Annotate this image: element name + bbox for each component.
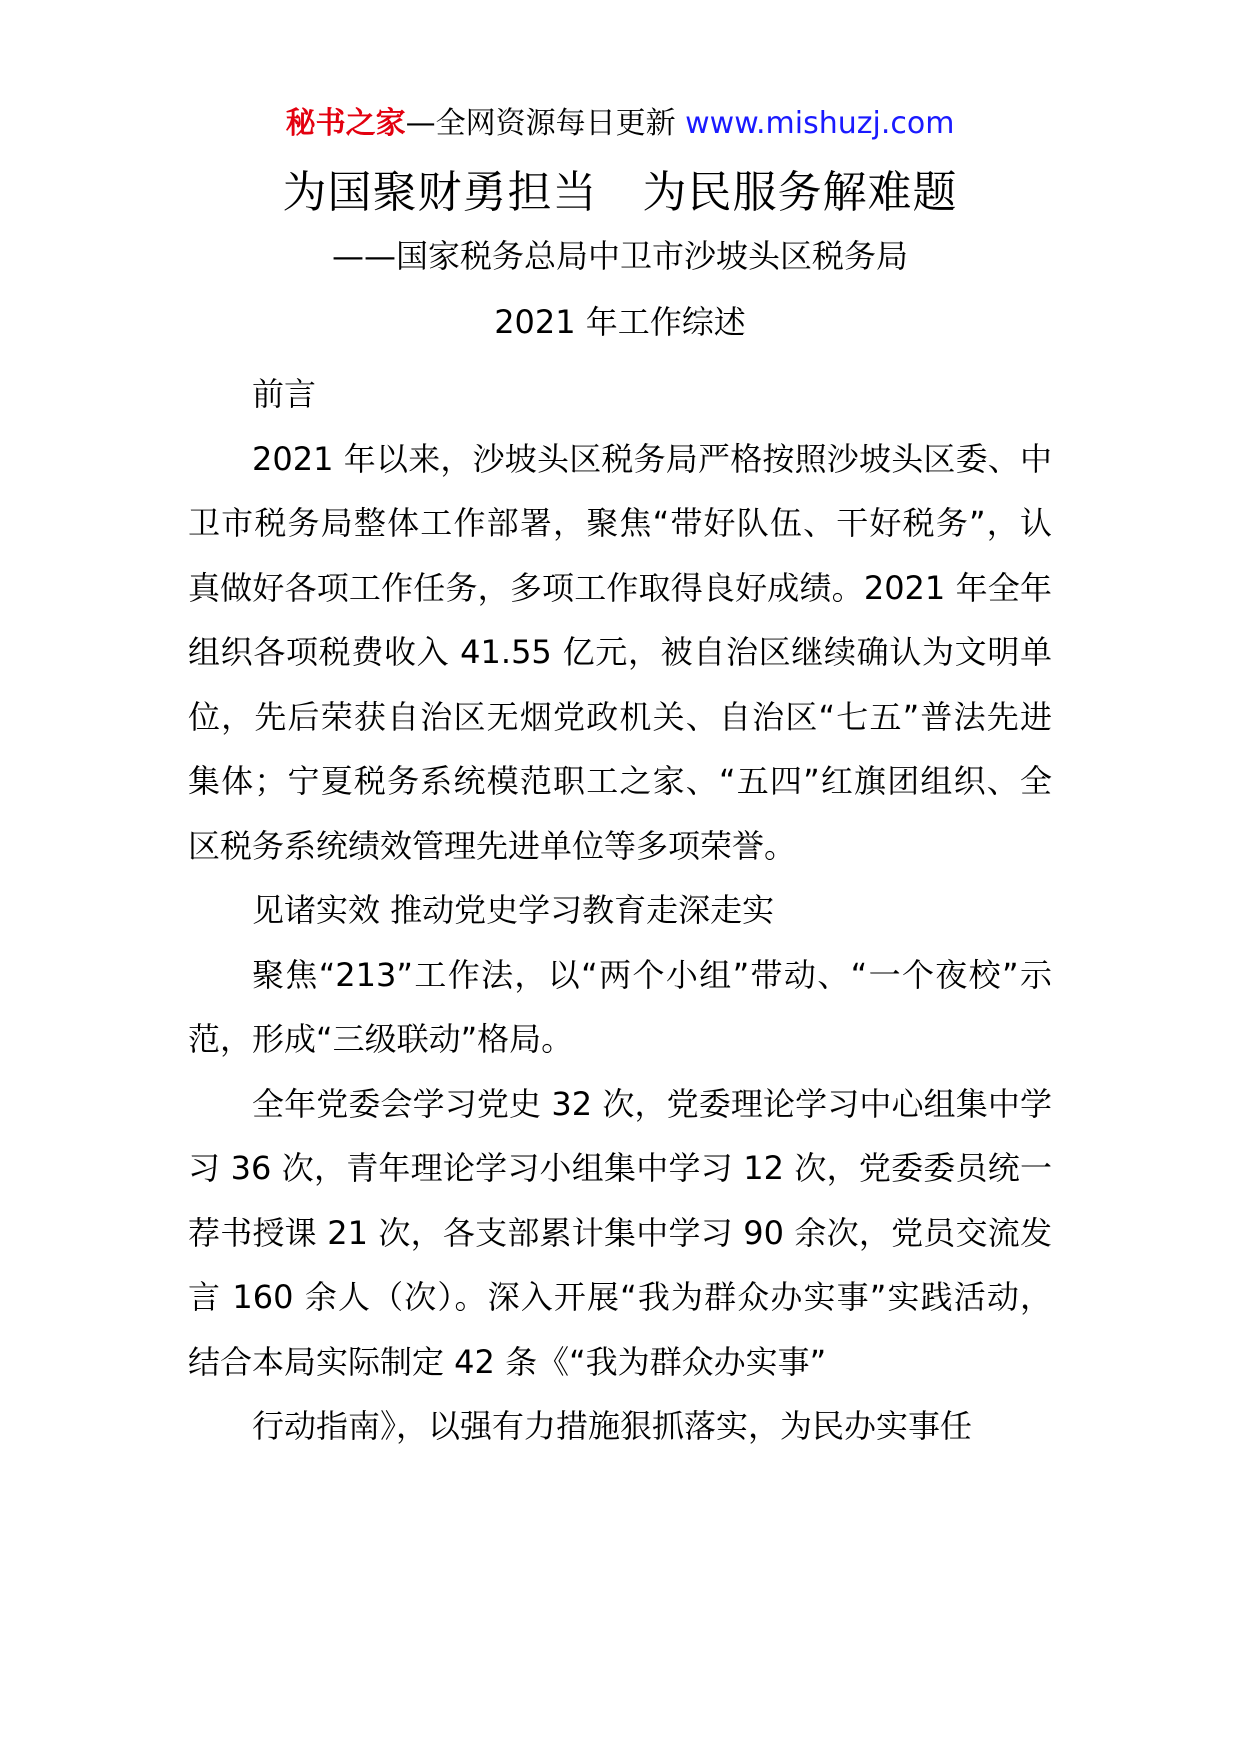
site-header [0, 104, 1240, 144]
header-slogan: —全网资源每日更新 [405, 106, 676, 141]
section-heading-preface: 前言 [252, 375, 317, 413]
document-subtitle-org: ——国家税务总局中卫市沙坡头区税务局 [331, 237, 908, 275]
brand-name: 秘书之家 [285, 106, 406, 141]
document-subtitle-year: 2021 年工作综述 [494, 303, 746, 341]
section-heading-party-history: 见诸实效 推动党史学习教育走深走实 [252, 891, 775, 929]
document-title: 为国聚财勇担当 为民服务解难题 [282, 167, 958, 218]
body-paragraph: 行动指南》，以强有力措施狠抓落实，为民办实事任 [252, 1407, 973, 1445]
body-paragraph: 2021 年以来，沙坡头区税务局严格按照沙坡头区委、中卫市税务局整体工作部署，聚焦“带好队伍、干好税务”，认真做好各项工作任务，多项工作取得良好成绩。2021 年全年组织各项税费收入 41.55 亿元，被自治区继续确认为文明单位，先后荣获自治区无烟党政机关、自治区“七五”普法先进集体；宁夏税务系统模范职工之家、“五四”红旗团组织、全区税务系统绩效管理先进单位等多项荣誉。 [188, 439, 1052, 865]
body-paragraph: 全年党委会学习党史 32 次，党委理论学习中心组集中学习 36 次，青年理论学习小组集中学习 12 次，党委委员统一荐书授课 21 次，各支部累计集中学习 90 余次，党员交流发言 160 余人（次）。深入开展“我为群众办实事”实践活动，结合本局实际制定 42 条《“我为群众办实事” [188, 1084, 1052, 1381]
site-url-link[interactable]: www.mishuzj.com [685, 106, 955, 141]
document-body [188, 362, 1052, 1459]
body-paragraph: 聚焦“213”工作法，以“两个小组”带动、“一个夜校”示范，形成“三级联动”格局。 [188, 955, 1052, 1058]
